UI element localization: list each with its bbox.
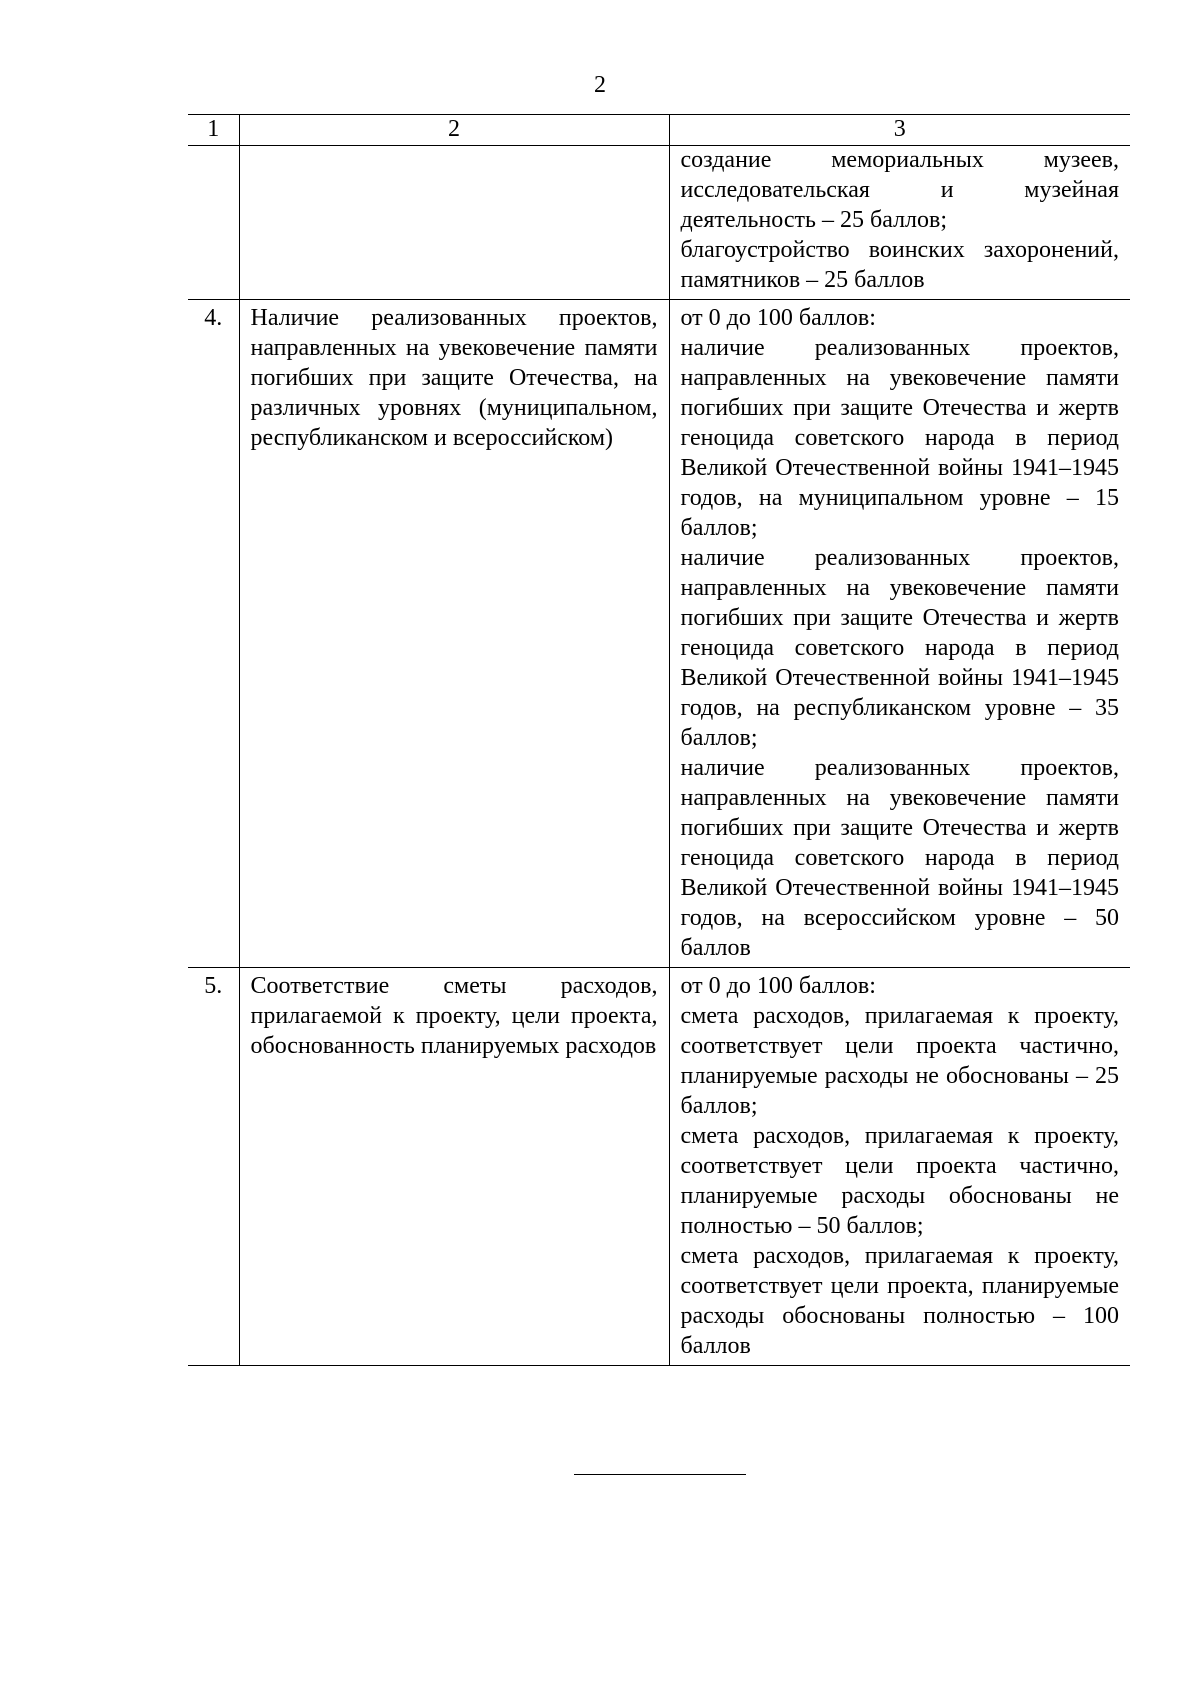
scoring-line: от 0 до 100 баллов: bbox=[680, 305, 876, 331]
criteria-table bbox=[188, 114, 1130, 1366]
criterion-cell bbox=[239, 968, 669, 1366]
scoring-line: благоустройство воинских захоронений, памятников – 25 баллов bbox=[680, 237, 1119, 293]
scoring-cell bbox=[669, 300, 1130, 968]
scoring-cell bbox=[669, 146, 1130, 300]
table-row bbox=[188, 968, 1130, 1366]
scoring-line: наличие реализованных проектов, направленных на увековечение памяти погибших при защите Отечества и жертв геноцида советского народа в период Великой Отечественной войны 1941–1945 годов, на всероссийском уровне – 50 баллов bbox=[680, 755, 1119, 961]
scoring-line: смета расходов, прилагаемая к проекту, соответствует цели проекта частично, планируемые расходы не обоснованы – 25 баллов; bbox=[680, 1003, 1119, 1119]
scoring-line: наличие реализованных проектов, направленных на увековечение памяти погибших при защите Отечества и жертв геноцида советского народа в период Великой Отечественной войны 1941–1945 годов, на муниципальном уровне – 15 баллов; bbox=[680, 335, 1119, 541]
scoring-line: смета расходов, прилагаемая к проекту, соответствует цели проекта, планируемые расходы обоснованы полностью – 100 баллов bbox=[680, 1243, 1119, 1359]
scoring-line: от 0 до 100 баллов: bbox=[680, 973, 876, 999]
scoring-line: создание мемориальных музеев, исследовательская и музейная деятельность – 25 баллов; bbox=[680, 147, 1119, 233]
scoring-cell bbox=[669, 968, 1130, 1366]
row-number: 5. bbox=[188, 968, 239, 1366]
column-header-criterion: 2 bbox=[239, 115, 669, 146]
table-row bbox=[188, 300, 1130, 968]
criterion-cell bbox=[239, 300, 669, 968]
column-header-number: 1 bbox=[188, 115, 239, 146]
scoring-line: наличие реализованных проектов, направленных на увековечение памяти погибших при защите Отечества и жертв геноцида советского народа в период Великой Отечественной войны 1941–1945 годов, на республиканском уровне – 35 баллов; bbox=[680, 545, 1119, 751]
scoring-line: смета расходов, прилагаемая к проекту, соответствует цели проекта частично, планируемые расходы обоснованы не полностью – 50 баллов; bbox=[680, 1123, 1119, 1239]
criterion-text: Наличие реализованных проектов, направленных на увековечение памяти погибших при защите Отечества, на различных уровнях (муниципальном, республиканском и всероссийском) bbox=[250, 305, 658, 451]
row-number bbox=[188, 146, 239, 300]
criterion-text: Соответствие сметы расходов, прилагаемой к проекту, цели проекта, обоснованность планируемых расходов bbox=[250, 973, 658, 1059]
criterion-cell bbox=[239, 146, 669, 300]
page-number: 2 bbox=[594, 72, 606, 98]
table-row bbox=[188, 146, 1130, 300]
column-header-scoring: 3 bbox=[669, 115, 1130, 146]
closing-rule bbox=[574, 1474, 746, 1475]
header-row bbox=[188, 115, 1130, 146]
row-number: 4. bbox=[188, 300, 239, 968]
